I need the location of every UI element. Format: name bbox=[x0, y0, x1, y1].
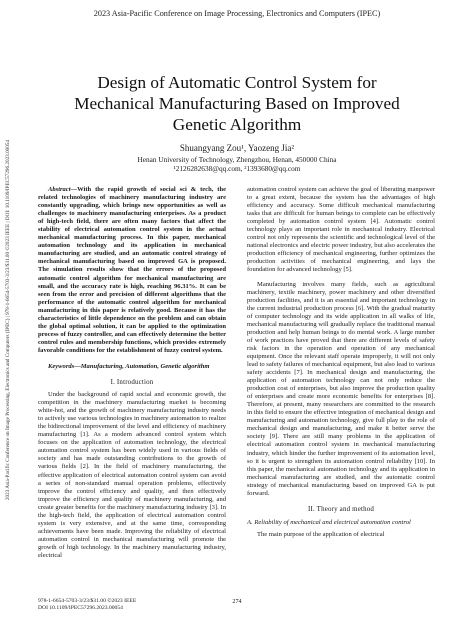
author-list: Shuangyang Zou¹, Yaozeng Jia² bbox=[179, 143, 295, 153]
introduction-paragraph: Under the background of rapid social and economic growth, the competition in the machinery manufacturing market is becoming white-hot, and the growth of machinery manufacturing industry needs to actively use various technologies in machinery automation to realize the bidirectional improvement of the level and efficiency of machinery manufacturing [1]. As a modern advanced control system which focuses on the application of automation technology, the electrical automation control system has been widely used in various fields of society and has made outstanding contributions to the growth of various fields [2]. In the field of machinery manufacturing, the effective application of electrical automation control system can avoid a series of non-standard manual operation problems, effectively improve the control efficiency and quality, and then effectively improve the efficiency and quality of machinery manufacturing, and create greater benefits for the machinery manufacturing industry [3]. In the high-tech field, the application of electrical automation control system is very extensive, and at the same time, corresponding achievements have been made. Improving the reliability of electrical automation control in mechanical manufacturing will promote the growth of high technology. In the machinery manufacturing industry, electrical bbox=[38, 391, 226, 559]
author-affiliation: Henan University of Technology, Zhengzhou, Henan, 450000 China bbox=[137, 155, 337, 164]
left-column bbox=[38, 186, 226, 606]
conference-header: 2023 Asia-Pacific Conference on Image Processing, Electronics and Computers (IPEC) bbox=[93, 9, 381, 18]
footer-isbn: 978-1-6654-5703-3/23/$31.00 ©2023 IEEE bbox=[38, 598, 137, 604]
subsection-heading-reliability: A. Reliability of mechanical and electrical automation control bbox=[247, 518, 411, 526]
side-identifier-strip bbox=[2, 70, 14, 570]
abstract bbox=[38, 186, 226, 355]
title-line: Design of Automatic Control System for bbox=[97, 73, 377, 92]
page-number: 274 bbox=[232, 598, 242, 605]
abstract-lead: Abstract— bbox=[48, 186, 78, 193]
side-identifier-text: 2023 Asia-Pacific Conference on Image Processing, Electronics and Computers (IPEC) | 978-1-6654-5703-3/23/$31.00 ©2023 IEEE | DOI: 10.1109/IPEC57296.2023.00054 bbox=[5, 139, 11, 501]
footer-doi: DOI 10.1109/IPEC57296.2023.00054 bbox=[38, 605, 123, 611]
section-heading-theory: II. Theory and method bbox=[307, 505, 375, 513]
title-line: Mechanical Manufacturing Based on Improved bbox=[74, 94, 400, 113]
keywords: Keywords—Manufacturing, Automation, Genetic algorithm bbox=[48, 362, 210, 370]
paper-title bbox=[40, 72, 434, 135]
abstract-text: With the rapid growth of social sci & tech, the related technologies of machinery manufacturing industry are constantly upgrading, which brings new opportunities as well as challenges to machinery manufacturing enterprises. As a product of high-tech field, there are often many factors that affect the stability of electrical automation control system in the actual mechanical manufacturing process. In this paper, mechanical automation technology and its application in mechanical manufacturing are studied, and an automatic control strategy of mechanical manufacturing based on improved GA is proposed. The simulation results show that the errors of the proposed automatic control algorithm for mechanical manufacturing are small, and the accuracy rate is high, reaching 96.31%. It can be seen from the error and precision of different algorithms that the performance of the automatic control algorithm for mechanical manufacturing in this paper is relatively good. Because it has the characteristics of little dependence on the problem and can obtain the global optimal solution, it can be applied to the optimization process of fuzzy controller, and can effectively determine the better control rules and membership functions, which provides extremely favorable conditions for the establishment of fuzzy control system. bbox=[38, 186, 226, 354]
right-column bbox=[247, 186, 435, 606]
body-paragraph: Manufacturing involves many fields, such as agricultural machinery, textile machinery, power machinery and other diversified production facilities, and it is an essential and important technology in the current industrial production process [6]. With the gradual maturity of computer technology and its wide application in all walks of life, mechanical manufacturing will gradually replace the traditional manual production and help human beings to do mental work. A large number of work practices have proved that there are different levels of safety risk factors in the operation and operation of any mechanical equipment. Once the relevant staff operate improperly, it will not only lead to safety failures of mechanical equipment, but also lead to various safety accidents [7]. In mechanical design and manufacturing, the application of automation technology can not only reduce the production cost of enterprises, but also improve the production quality of enterprises and create more economic benefits for enterprises [8]. Therefore, at present, many researchers are committed to the research in this field to ensure the effective integration of mechanical design and manufacturing and automation technology, give full play to the role of mechanical design and manufacturing, and make it better serve the society [9]. There are still many problems in the application of electrical automation control system in mechanical manufacturing industry, which hinder the further improvement of its automation level, so it is urgent to strengthen its automation control reliability [10]. In this paper, the mechanical automation technology and its application in mechanical manufacturing are studied, and the automatic control strategy of mechanical manufacturing based on improved GA is put forward. bbox=[247, 280, 435, 497]
author-emails: ¹2126282638@qq.com, ²1393680@qq.com bbox=[173, 164, 301, 173]
body-paragraph: The main purpose of the application of electrical bbox=[257, 530, 385, 538]
body-paragraph: automation control system can achieve the goal of liberating manpower to a great extent, because the system has the advantages of high efficiency and accuracy. Some difficult mechanical manufacturing tasks that are difficult for human beings to complete can be effectively completed by automation control system [4]. Automatic control technology plays an important role in mechanical industry. Electrical control not only represents the scientific and technological level of the national electronics and electric power industry, but also accelerates the production efficiency of mechanical engineering, further optimizes the production activities of mechanical engineering, and lays the foundation for advanced technology [5]. bbox=[247, 186, 435, 274]
section-heading-introduction: I. Introduction bbox=[110, 379, 154, 387]
title-line: Genetic Algorithm bbox=[172, 115, 302, 134]
